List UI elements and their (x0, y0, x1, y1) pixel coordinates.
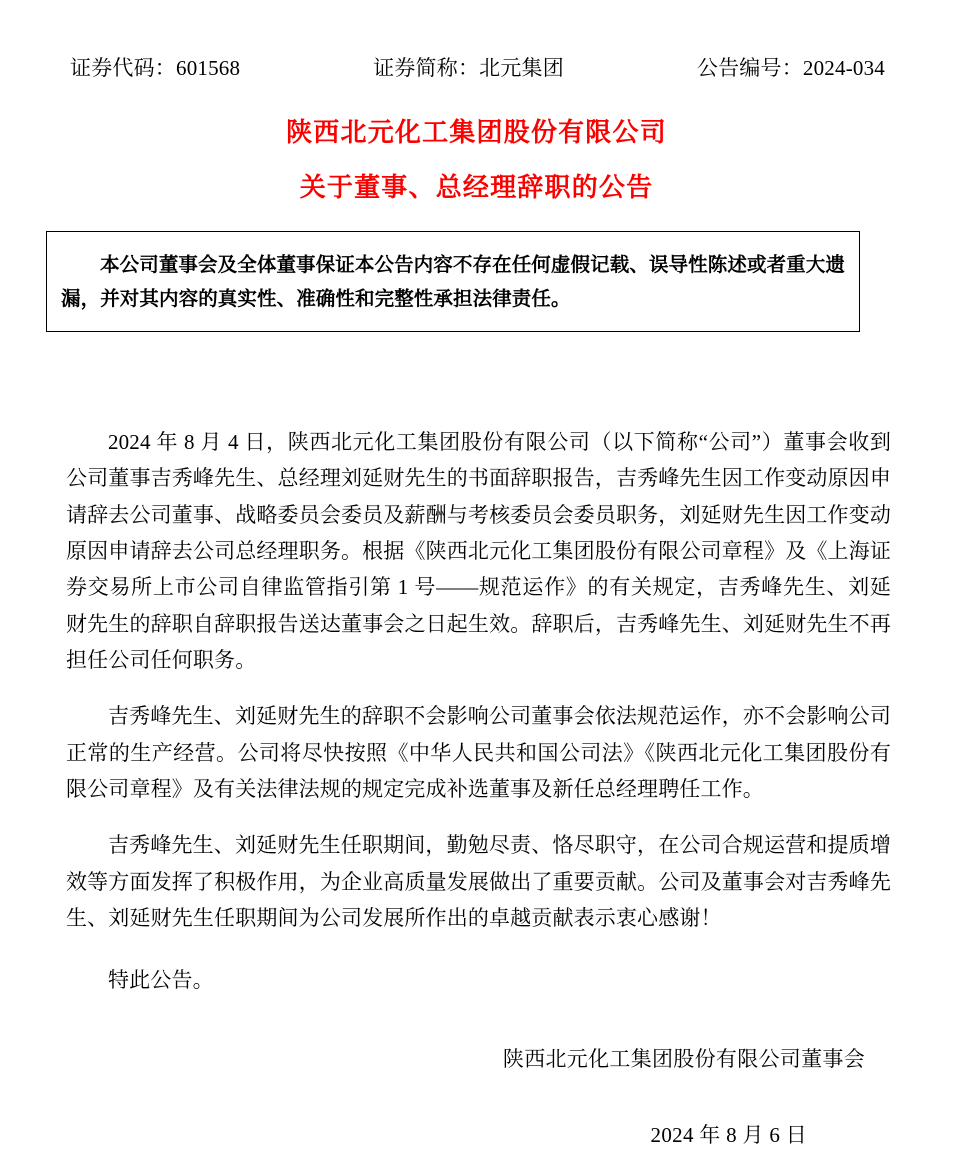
signature-company: 陕西北元化工集团股份有限公司董事会 (502, 1046, 865, 1071)
disclaimer-box (46, 231, 860, 332)
title-company-name: 陕西北元化工集团股份有限公司 (286, 118, 667, 147)
document-header (40, 52, 913, 82)
body-paragraph-4: 特此公告。 (108, 968, 214, 993)
announcement-number: 公告编号：2024-034 (696, 56, 885, 80)
security-code: 证券代码：601568 (70, 56, 241, 80)
body-paragraph-2: 吉秀峰先生、刘延财先生的辞职不会影响公司董事会依法规范运作，亦不会影响公司正常的生产经营。公司将尽快按照《中华人民共和国公司法》《陕西北元化工集团股份有限公司章程》及有关法律法规的规定完成补选董事及新任总经理聘任工作。 (66, 704, 891, 802)
body-paragraph-3: 吉秀峰先生、刘延财先生任职期间，勤勉尽责、恪尽职守，在公司合规运营和提质增效等方面发挥了积极作用，为企业高质量发展做出了重要贡献。公司及董事会对吉秀峰先生、刘延财先生任职期间为公司发展所作出的卓越贡献表示衷心感谢！ (66, 833, 891, 930)
body-paragraph-1: 2024 年 8 月 4 日，陕西北元化工集团股份有限公司（以下简称“公司”）董事会收到公司董事吉秀峰先生、总经理刘延财先生的书面辞职报告，吉秀峰先生因工作变动原因申请辞去公司董事、战略委员会委员及薪酬与考核委员会委员职务，刘延财先生因工作变动原因申请辞去公司总经理职务。根据《陕西北元化工集团股份有限公司章程》及《上海证券交易所上市公司自律监管指引第 1 号——规范运作》的有关规定，吉秀峰先生、刘延财先生的辞职自辞职报告送达董事会之日起生效。辞职后，吉秀峰先生、刘延财先生不再担任公司任何职务。 (66, 430, 891, 673)
signature-date: 2024 年 8 月 6 日 (650, 1122, 807, 1147)
document-body (40, 424, 913, 999)
title-subject: 关于董事、总经理辞职的公告 (299, 173, 654, 202)
security-short-name: 证券简称：北元集团 (373, 56, 564, 80)
disclaimer-text: 本公司董事会及全体董事保证本公告内容不存在任何虚假记载、误导性陈述或者重大遗漏，并对其内容的真实性、准确性和完整性承担法律责任。 (61, 253, 845, 310)
signature-block (40, 1043, 913, 1149)
document-title (40, 120, 913, 201)
